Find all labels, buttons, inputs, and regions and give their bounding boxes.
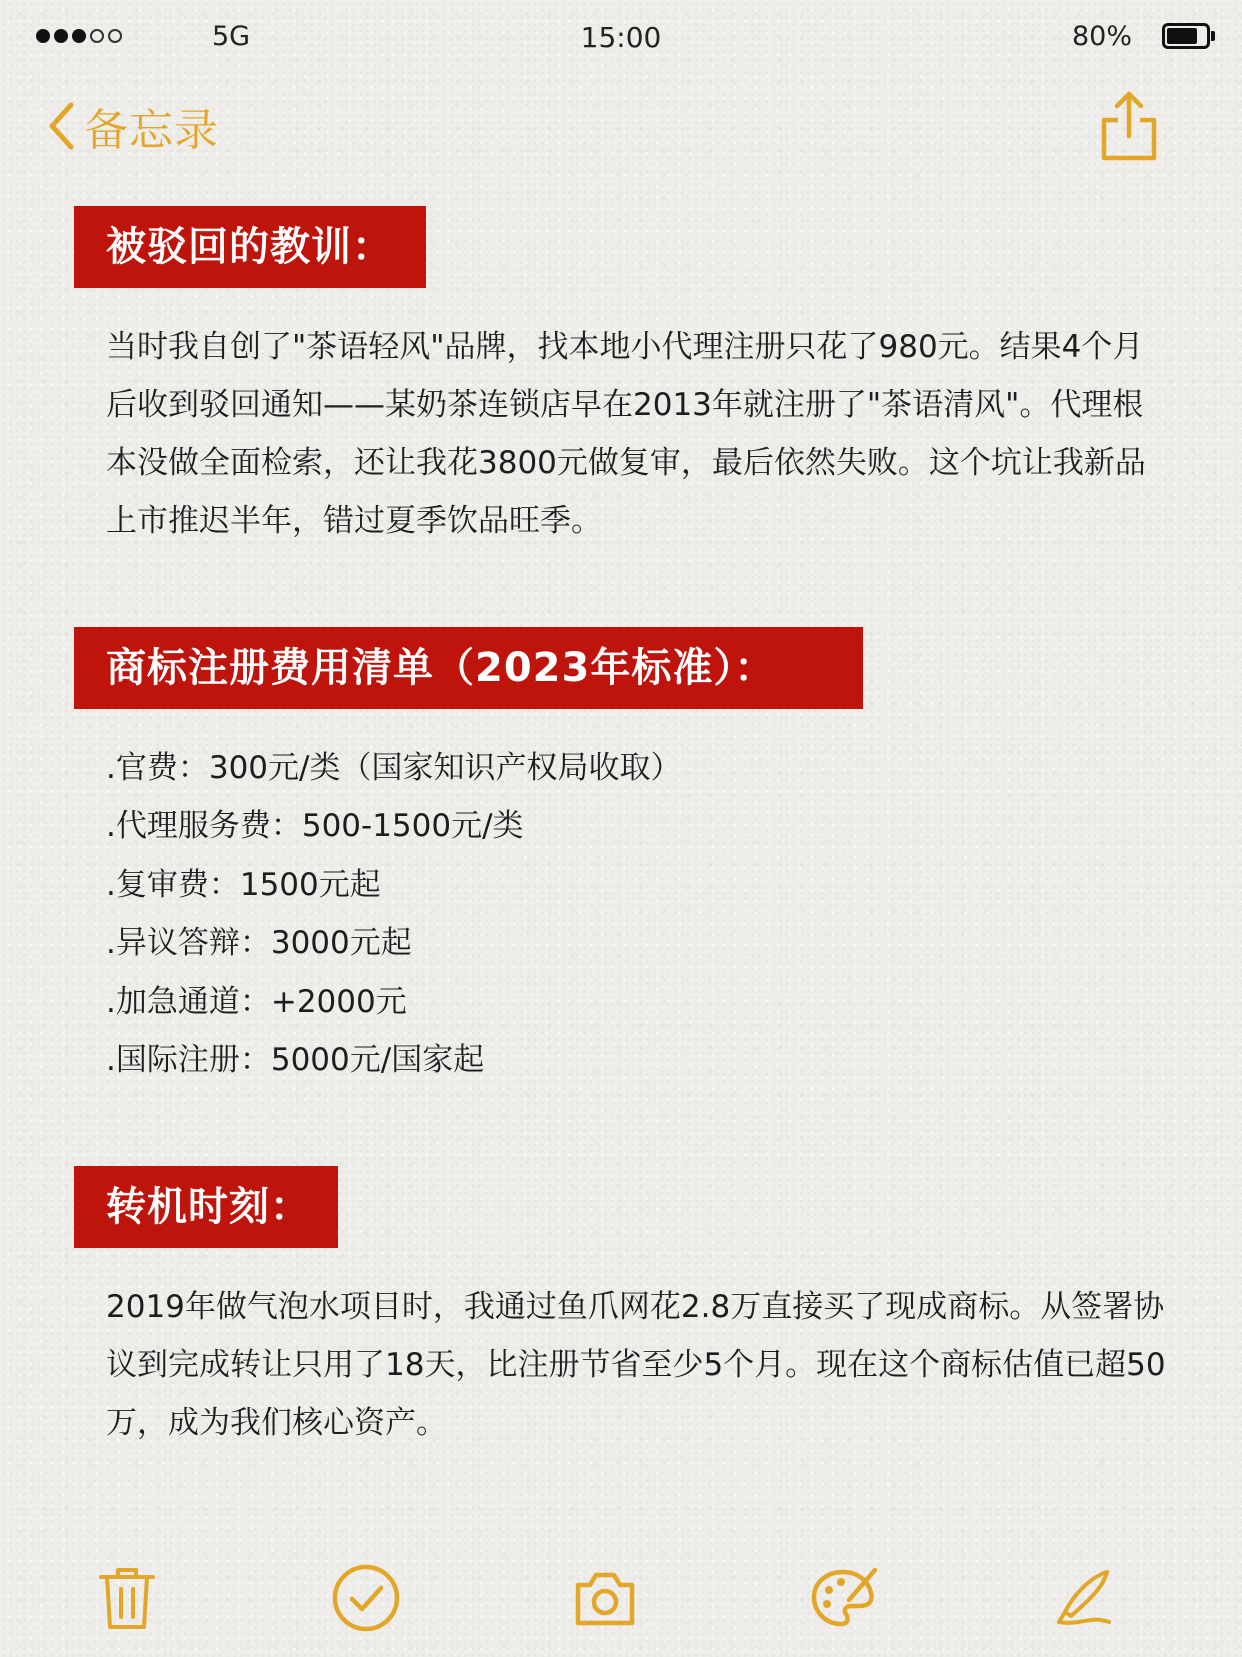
- status-bar: [0, 0, 1242, 76]
- chevron-left-icon: [46, 101, 76, 151]
- fee-item-agency: .代理服务费：500-1500元/类: [106, 808, 524, 845]
- compose-button[interactable]: [1044, 1560, 1120, 1636]
- fee-item-expedite: .加急通道：+2000元: [106, 983, 407, 1020]
- palette-icon: [809, 1566, 879, 1630]
- fee-item-international: .国际注册：5000元/国家起: [106, 1042, 485, 1079]
- camera-button[interactable]: [567, 1560, 643, 1636]
- camera-icon: [572, 1569, 638, 1627]
- section-heading-rejection-lesson: 被驳回的教训：: [74, 206, 426, 288]
- share-button[interactable]: [1096, 90, 1162, 164]
- trash-icon: [97, 1565, 157, 1631]
- share-icon: [1096, 149, 1162, 168]
- battery-level-fill: [1167, 28, 1197, 44]
- battery-icon: [1162, 23, 1210, 49]
- rejection-story-paragraph: 当时我自创了"茶语轻风"品牌，找本地小代理注册只花了980元。结果4个月后收到驳回通知——某奶茶连锁店早在2013年就注册了"茶语清风"。代理根本没做全面检索，还让我花3800元做复审，最后依然失败。这个坑让我新品上市推迟半年，错过夏季饮品旺季。: [106, 329, 1146, 539]
- fee-item-review: .复审费：1500元起: [106, 866, 381, 903]
- pen-icon: [1049, 1566, 1115, 1630]
- section-heading-fee-list: 商标注册费用清单（2023年标准）：: [74, 627, 863, 709]
- status-time: 15:00: [580, 21, 662, 54]
- network-type: 5G: [212, 21, 251, 52]
- back-button[interactable]: [46, 98, 219, 154]
- markup-button[interactable]: [806, 1560, 882, 1636]
- fee-list: [106, 739, 681, 1089]
- turning-point-paragraph: 2019年做气泡水项目时，我通过鱼爪网花2.8万直接买了现成商标。从签署协议到完成转让只用了18天，比注册节省至少5个月。现在这个商标估值已超50万，成为我们核心资产。: [106, 1289, 1166, 1441]
- fee-item-opposition: .异议答辩：3000元起: [106, 925, 412, 962]
- battery-cap: [1211, 31, 1215, 41]
- delete-button[interactable]: [89, 1560, 165, 1636]
- checklist-button[interactable]: [328, 1560, 404, 1636]
- fee-item-official: .官费：300元/类（国家知识产权局收取）: [106, 750, 682, 786]
- battery-percentage: 80%: [1071, 21, 1132, 52]
- back-button-label: 备忘录: [84, 105, 219, 156]
- section-heading-turning-point: 转机时刻：: [74, 1166, 338, 1248]
- checklist-icon: [331, 1563, 401, 1633]
